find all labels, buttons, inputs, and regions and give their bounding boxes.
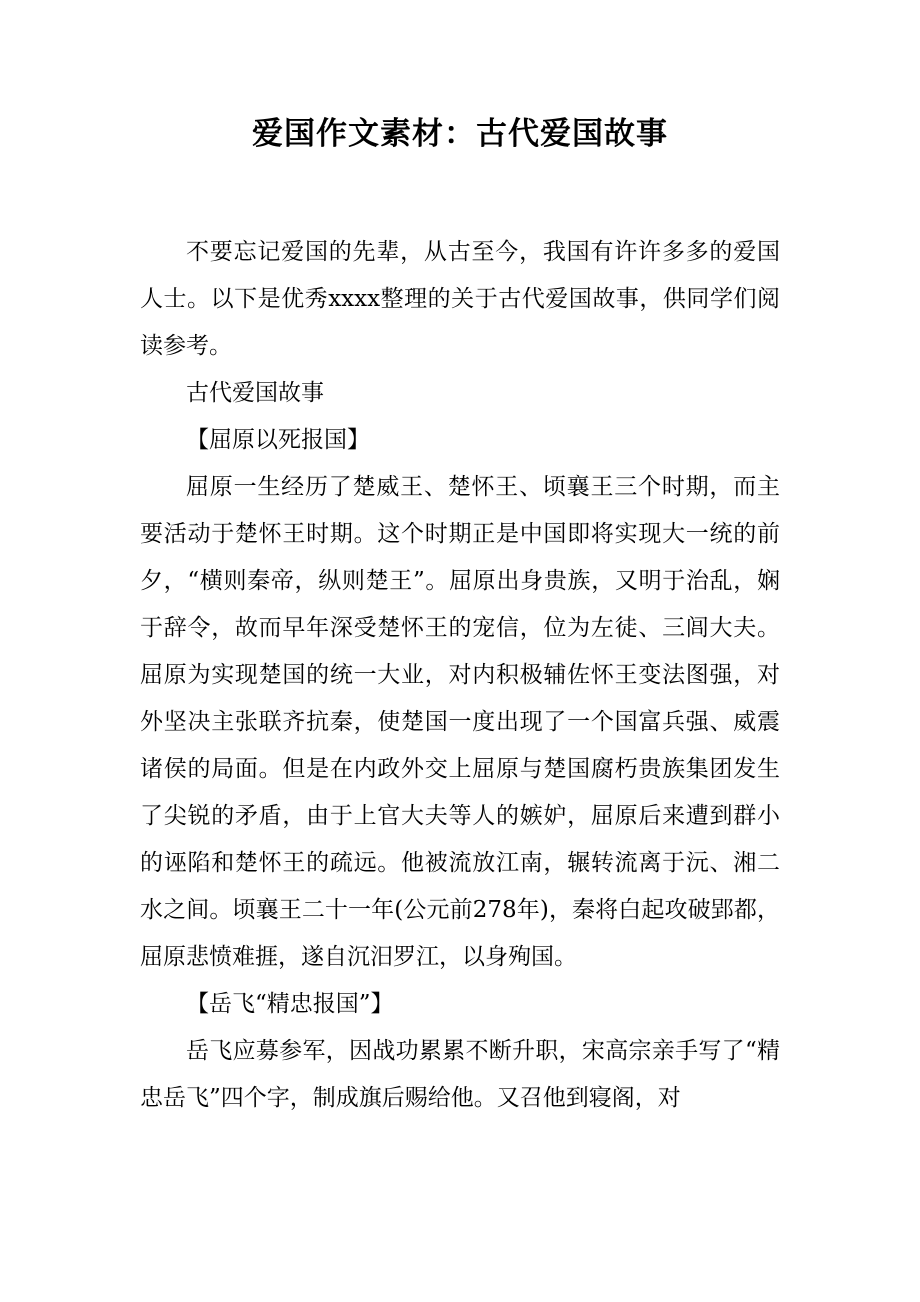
- document-body: [140, 229, 780, 1122]
- story-paragraph-quyuan: 屈原一生经历了楚威王、楚怀王、顷襄王三个时期，而主要活动于楚怀王时期。这个时期正是中国即将实现大一统的前夕，“横则秦帝，纵则楚王”。屈原出身贵族，又明于治乱，娴于辞令，故而早年深受楚怀王的宠信，位为左徒、三闾大夫。屈原为实现楚国的统一大业，对内积极辅佐怀王变法图强，对外坚决主张联齐抗秦，使楚国一度出现了一个国富兵强、威震诸侯的局面。但是在内政外交上屈原与楚国腐朽贵族集团发生了尖锐的矛盾，由于上官大夫等人的嫉妒，屈原后来遭到群小的诬陷和楚怀王的疏远。他被流放江南，辗转流离于沅、湘二水之间。顷襄王二十一年(公元前278年)，秦将白起攻破郢都，屈原悲愤难捱，遂自沉汨罗江，以身殉国。: [140, 474, 780, 970]
- story-paragraph-yuefei: 岳飞应募参军，因战功累累不断升职，宋高宗亲手写了“精忠岳飞”四个字，制成旗后赐给他。又召他到寝阁，对: [140, 1038, 780, 1111]
- story-heading-quyuan: 【屈原以死报国】: [186, 427, 370, 453]
- story-heading-yuefei: 【岳飞“精忠报国”】: [186, 991, 394, 1017]
- document-title: 爱国作文素材：古代爱国故事: [252, 116, 668, 152]
- intro-paragraph: 不要忘记爱国的先辈，从古至今，我国有许许多多的爱国人士。以下是优秀xxxx整理的关于古代爱国故事，供同学们阅读参考。: [140, 239, 780, 359]
- section-heading: 古代爱国故事: [186, 380, 324, 406]
